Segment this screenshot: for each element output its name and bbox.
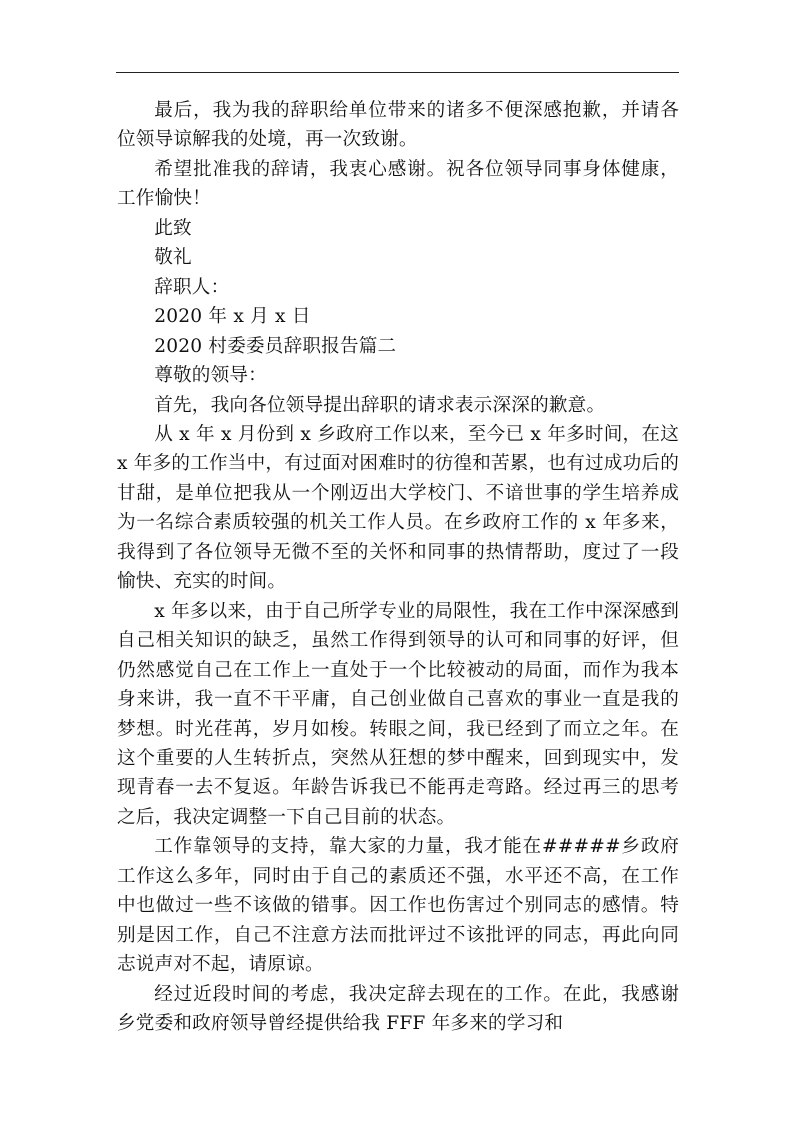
paragraph-gratitude: 工作靠领导的支持，靠大家的力量，我才能在#####乡政府工作这么多年，同时由于自己的素质还不强，水平还不高，在工作中也做过一些不该做的错事。因工作也伤害过个别同志的感情。特别是因工作，自己不注意方法而批评过不该批评的同志，再此向同志说声对不起，请原谅。 [117, 836, 679, 976]
closing-salutation: 此致 [154, 217, 192, 239]
paragraph-experience: 从 x 年 x 月份到 x 乡政府工作以来，至今已 x 年多时间，在这 x 年多的工作当中，有过面对困难时的彷徨和苦累，也有过成功后的甘甜，是单位把我从一个刚迈出大学校门、不谙世事的学生培养成为一名综合素质较强的机关工作人员。在乡政府工作的 x 年多来，我得到了各位领导无微不至的关怀和同事的热情帮助，度过了一段愉快、充实的时间。 [117, 423, 679, 593]
document-body [117, 96, 679, 1039]
paragraph-wishes: 希望批准我的辞请，我衷心感谢。祝各位领导同事身体健康，工作愉快！ [117, 158, 679, 210]
greeting: 尊敬的领导： [154, 365, 267, 387]
closing-regards: 敬礼 [154, 247, 192, 269]
section-title: 2020 村委委员辞职报告篇二 [154, 335, 397, 357]
paragraph-decision: 经过近段时间的考虑，我决定辞去现在的工作。在此，我感谢乡党委和政府领导曾经提供给我 FFF 年多来的学习和 [117, 983, 679, 1035]
paragraph-reasons: x 年多以来，由于自己所学专业的局限性，我在工作中深深感到自己相关知识的缺乏，虽然工作得到领导的认可和同事的好评，但仍然感觉自己在工作上一直处于一个比较被动的局面，而作为我本身来讲，我一直不干平庸，自己创业做自己喜欢的事业一直是我的梦想。时光荏苒，岁月如梭。转眼之间，我已经到了而立之年。在这个重要的人生转折点，突然从狂想的梦中醒来，回到现实中，发现青春一去不复返。年龄告诉我已不能再走弯路。经过再三的思考之后，我决定调整一下自己目前的状态。 [117, 600, 679, 828]
paragraph-opening: 首先，我向各位领导提出辞职的请求表示深深的歉意。 [154, 394, 606, 416]
header-rule [116, 72, 679, 73]
signature-label: 辞职人： [154, 276, 230, 298]
signature-date: 2020 年 x 月 x 日 [154, 306, 311, 328]
paragraph-apology: 最后，我为我的辞职给单位带来的诸多不便深感抱歉，并请各位领导谅解我的处境，再一次致谢。 [117, 100, 679, 151]
